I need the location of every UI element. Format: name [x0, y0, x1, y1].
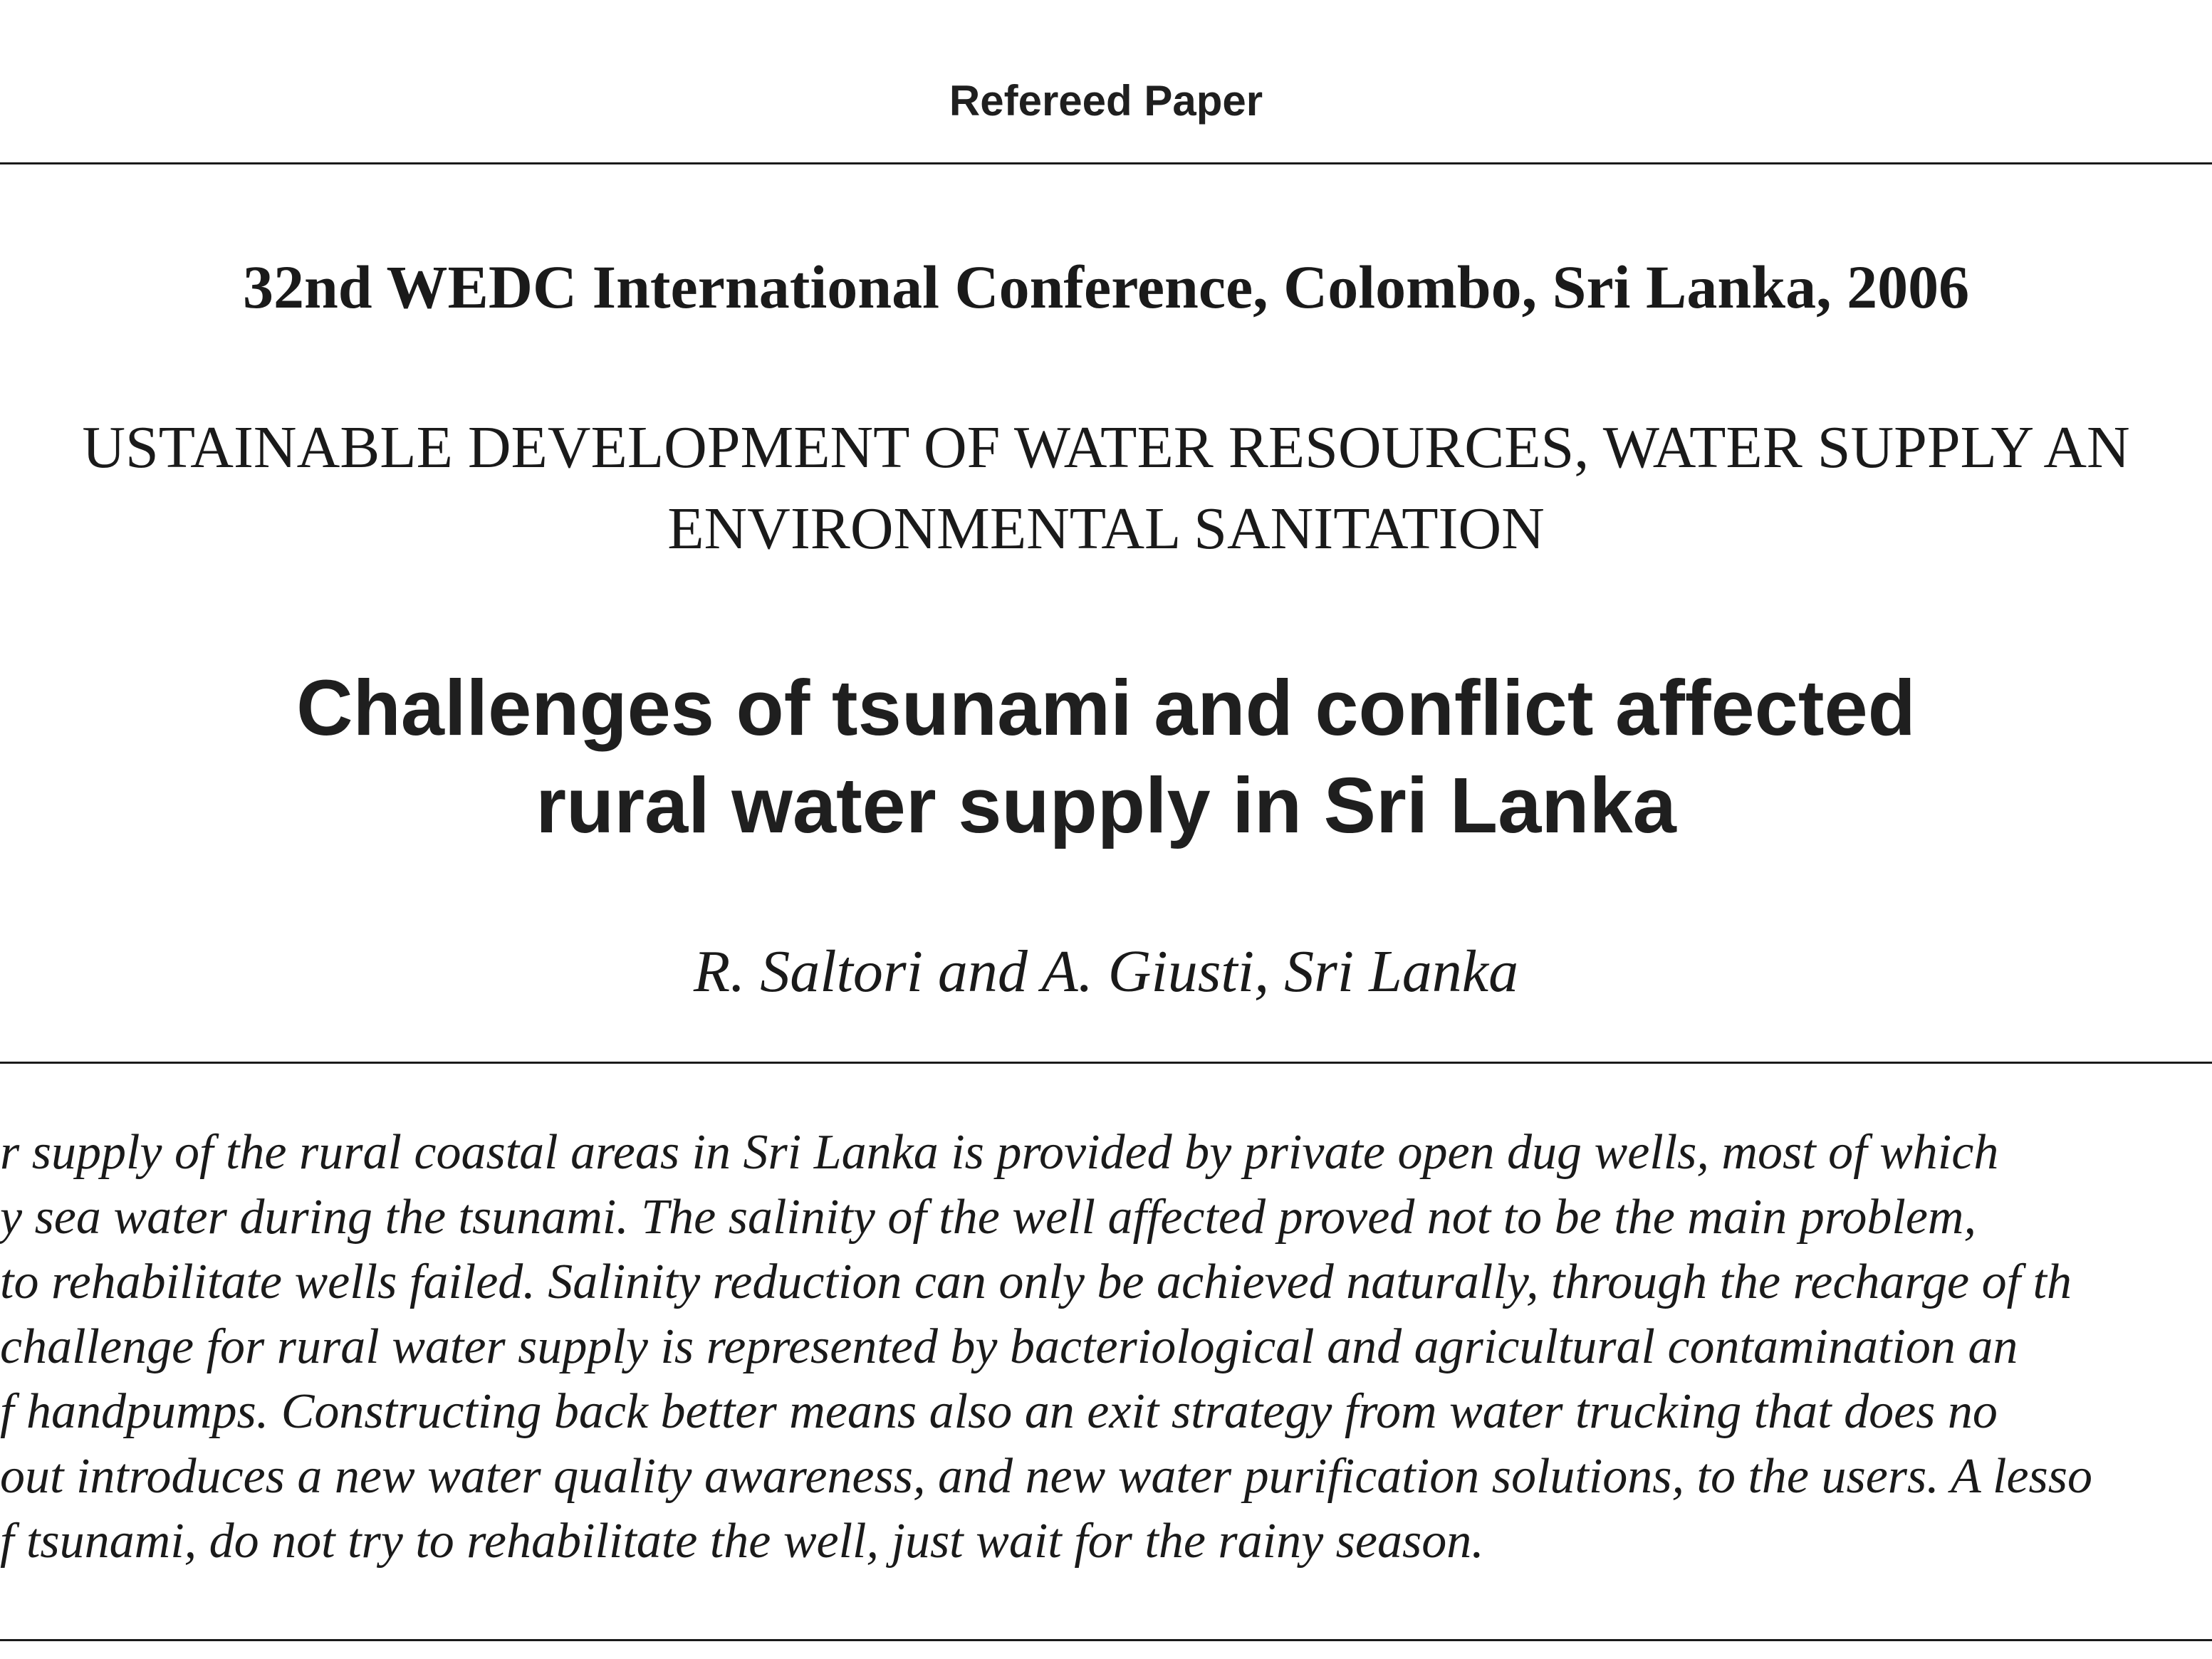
- abstract-line: y sea water during the tsunami. The salinity of the well affected proved not to be the main problem,: [0, 1190, 1976, 1245]
- middle-divider: [0, 1062, 2212, 1064]
- abstract-line: f handpumps. Constructing back better means also an exit strategy from water trucking that does no: [0, 1384, 1998, 1439]
- abstract-line: to rehabilitate wells failed. Salinity reduction can only be achieved naturally, through the recharge of th: [0, 1255, 2072, 1309]
- theme-line-2: ENVIRONMENTAL SANITATION: [667, 496, 1545, 562]
- abstract-line: challenge for rural water supply is represented by bacteriological and agricultural contamination an: [0, 1319, 2018, 1374]
- theme-line-1: USTAINABLE DEVELOPMENT OF WATER RESOURCES, WATER SUPPLY AN: [82, 414, 2130, 481]
- abstract-line: f tsunami, do not try to rehabilitate the well, just wait for the rainy season.: [0, 1514, 1484, 1569]
- conference-name: 32nd WEDC International Conference, Colombo, Sri Lanka, 2006: [242, 253, 1970, 321]
- abstract-line: out introduces a new water quality awareness, and new water purification solutions, to the users. A lesso: [0, 1449, 2093, 1504]
- header-label: Refereed Paper: [949, 77, 1263, 125]
- paper-title-line-2: rural water supply in Sri Lanka: [536, 762, 1676, 849]
- paper-title-line-1: Challenges of tsunami and conflict affected: [296, 664, 1916, 752]
- abstract-line: r supply of the rural coastal areas in Sri Lanka is provided by private open dug wells, most of which: [0, 1125, 1999, 1180]
- paper-authors: R. Saltori and A. Giusti, Sri Lanka: [693, 938, 1519, 1005]
- bottom-divider: [0, 1639, 2212, 1641]
- top-divider: [0, 162, 2212, 164]
- abstract: [0, 1121, 2212, 1619]
